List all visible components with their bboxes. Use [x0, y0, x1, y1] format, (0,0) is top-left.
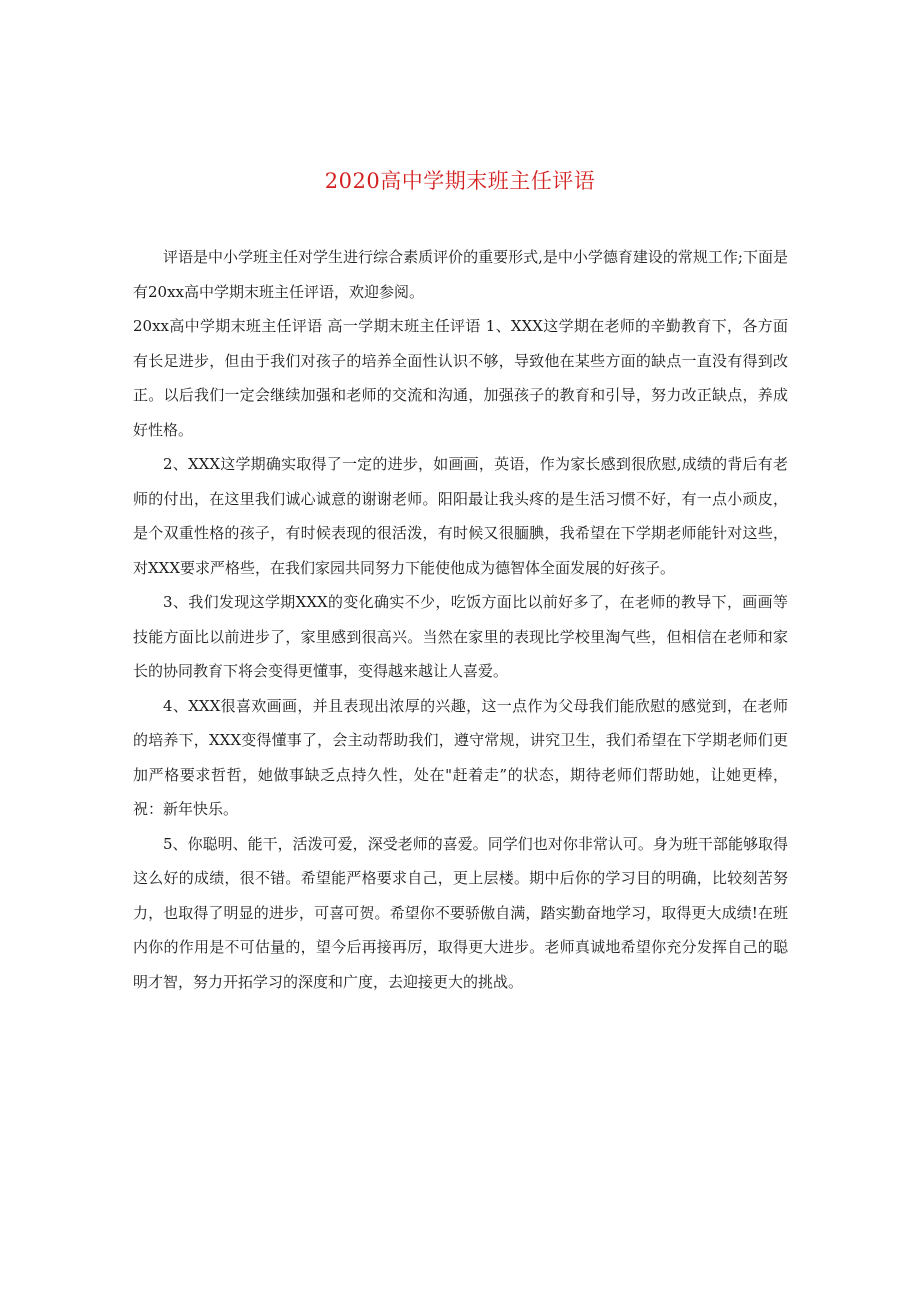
intro-paragraph: 评语是中小学班主任对学生进行综合素质评价的重要形式,是中小学德育建设的常规工作;下面是有20xx高中学期末班主任评语，欢迎参阅。: [133, 248, 788, 301]
comment-paragraph-1: 20xx高中学期末班主任评语 高一学期末班主任评语 1、XXX这学期在老师的辛勤教育下，各方面有长足进步，但由于我们对孩子的培养全面性认识不够，导致他在某些方面的缺点一直没有得到改正。以后我们一定会继续加强和老师的交流和沟通，加强孩子的教育和引导，努力改正缺点，养成好性格。: [133, 317, 788, 439]
comment-paragraph-3: 3、我们发现这学期XXX的变化确实不少，吃饭方面比以前好多了，在老师的教导下，画画等技能方面比以前进步了，家里感到很高兴。当然在家里的表现比学校里淘气些，但相信在老师和家长的协同教育下将会变得更懂事，变得越来越让人喜爱。: [133, 593, 788, 680]
comment-paragraph-2: 2、XXX这学期确实取得了一定的进步，如画画，英语，作为家长感到很欣慰,成绩的背后有老师的付出，在这里我们诚心诚意的谢谢老师。阳阳最让我头疼的是生活习惯不好，有一点小顽皮，是个双重性格的孩子，有时候表现的很活泼，有时候又很腼腆，我希望在下学期老师能针对这些，对XXX要求严格些，在我们家园共同努力下能使他成为德智体全面发展的好孩子。: [133, 455, 788, 577]
document-title: 2020高中学期末班主任评语: [324, 169, 596, 193]
comment-paragraph-5: 5、你聪明、能干，活泼可爱，深受老师的喜爱。同学们也对你非常认可。身为班干部能够取得这么好的成绩，很不错。希望能严格要求自己，更上层楼。期中后你的学习目的明确，比较刻苦努力，也取得了明显的进步，可喜可贺。希望你不要骄傲自满，踏实勤奋地学习，取得更大成绩!在班内你的作用是不可估量的，望今后再接再厉，取得更大进步。老师真诚地希望你充分发挥自己的聪明才智，努力开拓学习的深度和广度，去迎接更大的挑战。: [133, 834, 788, 991]
document-body: [133, 240, 788, 999]
comment-paragraph-4: 4、XXX很喜欢画画，并且表现出浓厚的兴趣，这一点作为父母我们能欣慰的感觉到，在老师的培养下，XXX变得懂事了，会主动帮助我们，遵守常规，讲究卫生，我们希望在下学期老师们更加严格要求哲哲，她做事缺乏点持久性，处在"赶着走”的状态，期待老师们帮助她，让她更棒，祝：新年快乐。: [133, 696, 788, 818]
